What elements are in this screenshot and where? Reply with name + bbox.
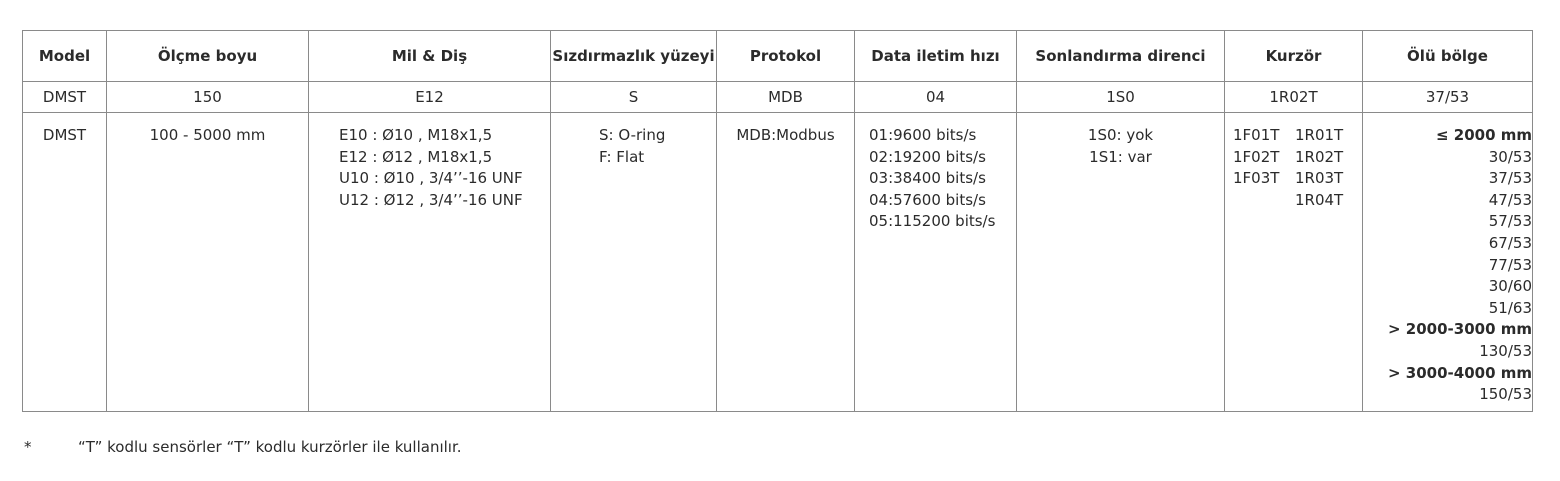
- options-length: [107, 113, 309, 412]
- option-text: 05:115200 bits/s: [869, 212, 996, 231]
- option-text: 1R02T: [1295, 147, 1344, 166]
- code-model: DMST: [23, 82, 107, 113]
- ordering-code-table: [22, 30, 1533, 412]
- option-text: E10 : Ø10 , M18x1,5: [339, 126, 493, 144]
- option-text: U12 : Ø12 , 3/4’’-16 UNF: [339, 190, 523, 209]
- option-text: 67/53: [1488, 233, 1532, 252]
- options-dead-zone: [1363, 113, 1533, 412]
- dead-zone-heading: ≤ 2000 mm: [1435, 126, 1532, 144]
- header-model: Model: [23, 31, 107, 82]
- option-text: 1F01T: [1233, 126, 1280, 144]
- option-text: 51/63: [1488, 298, 1532, 317]
- option-text: 150/53: [1479, 385, 1532, 404]
- footnote-marker: *: [24, 438, 32, 456]
- header-baud-rate: Data iletim hızı: [855, 31, 1017, 82]
- header-shaft-thread: Mil & Diş: [309, 31, 551, 82]
- code-seal: S: [551, 82, 717, 113]
- option-text: 1F02T: [1233, 147, 1280, 166]
- header-cursor: Kurzör: [1225, 31, 1363, 82]
- option-text: 1R01T: [1295, 126, 1344, 144]
- option-text: 77/53: [1488, 255, 1532, 274]
- example-code-row: [23, 82, 1533, 113]
- header-termination: Sonlandırma direnci: [1017, 31, 1225, 82]
- options-baud: [855, 113, 1017, 412]
- option-text: 30/53: [1488, 147, 1532, 166]
- options-row: [23, 113, 1533, 412]
- code-length: 150: [107, 82, 309, 113]
- code-protocol: MDB: [717, 82, 855, 113]
- code-termination: 1S0: [1017, 82, 1225, 113]
- header-measuring-length: Ölçme boyu: [107, 31, 309, 82]
- option-text: 100 - 5000 mm: [149, 126, 266, 144]
- option-text: 02:19200 bits/s: [869, 147, 986, 166]
- option-text: 1R04T: [1295, 190, 1344, 209]
- option-text: 47/53: [1488, 190, 1532, 209]
- option-text: 30/60: [1488, 277, 1532, 296]
- dead-zone-heading: > 3000-4000 mm: [1388, 363, 1532, 382]
- options-seal: [551, 113, 717, 412]
- option-text: 01:9600 bits/s: [869, 126, 977, 144]
- options-cursor: [1225, 113, 1363, 412]
- dead-zone-heading: > 2000-3000 mm: [1388, 320, 1532, 339]
- option-text: 1S1: var: [1089, 147, 1152, 166]
- option-text: 1R03T: [1295, 169, 1344, 188]
- header-sealing-surface: Sızdırmazlık yüzeyi: [551, 31, 717, 82]
- option-text: 130/53: [1479, 341, 1532, 360]
- option-text: 1F03T: [1233, 169, 1280, 188]
- option-text: E12 : Ø12 , M18x1,5: [339, 147, 493, 166]
- options-model: [23, 113, 107, 412]
- header-row: [23, 31, 1533, 82]
- option-text: 1S0: yok: [1087, 126, 1154, 144]
- option-text: 57/53: [1488, 212, 1532, 231]
- code-dead-zone: 37/53: [1363, 82, 1533, 113]
- option-text: F: Flat: [599, 147, 645, 166]
- option-text: MDB:Modbus: [736, 126, 835, 144]
- code-shaft: E12: [309, 82, 551, 113]
- code-cursor: 1R02T: [1225, 82, 1363, 113]
- header-protocol: Protokol: [717, 31, 855, 82]
- footnote: [24, 438, 462, 456]
- option-text: 03:38400 bits/s: [869, 169, 986, 188]
- options-termination: [1017, 113, 1225, 412]
- option-text: 37/53: [1488, 169, 1532, 188]
- option-text: S: O-ring: [599, 126, 666, 144]
- option-text: DMST: [42, 126, 87, 144]
- options-shaft: [309, 113, 551, 412]
- footnote-text: “T” kodlu sensörler “T” kodlu kurzörler ile kullanılır.: [78, 438, 462, 456]
- code-baud: 04: [855, 82, 1017, 113]
- options-protocol: [717, 113, 855, 412]
- option-text: 04:57600 bits/s: [869, 190, 986, 209]
- header-dead-zone: Ölü bölge: [1363, 31, 1533, 82]
- option-text: U10 : Ø10 , 3/4’’-16 UNF: [339, 169, 523, 188]
